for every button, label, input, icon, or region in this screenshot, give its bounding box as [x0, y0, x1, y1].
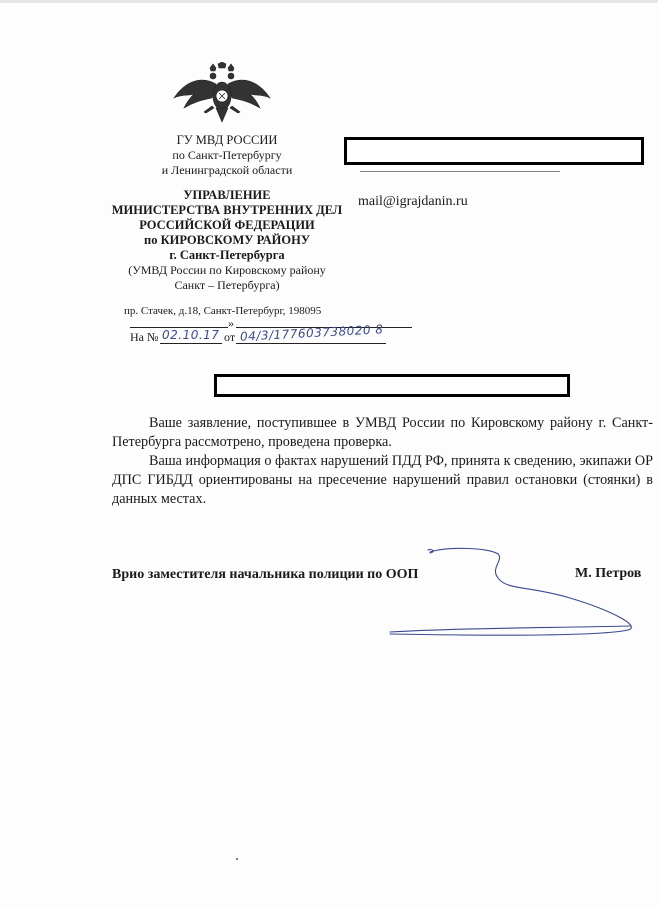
quote-mark: » [228, 316, 234, 330]
recipient-email: mail@igrajdanin.ru [358, 194, 468, 209]
handwritten-signature [380, 540, 640, 650]
reply-number-underline [160, 343, 222, 344]
dept-line-1: УПРАВЛЕНИЕ [183, 188, 271, 202]
redacted-salutation [214, 374, 570, 397]
letterhead [96, 133, 358, 293]
agency-line-2: по Санкт-Петербургу [172, 148, 282, 162]
agency-line-1: ГУ МВД РОССИИ [176, 133, 278, 147]
body-paragraph-2: Ваша информация о фактах нарушений ПДД РФ, принята к сведению, экипажи ОР ДПС ГИБДД ориентированы на пресечение нарушений правил остановки (стоянки) в данных местах. [112, 453, 654, 507]
office-address: пр. Стачек, д.18, Санкт-Петербург, 198095 [124, 305, 322, 317]
dept-line-4: по КИРОВСКОМУ РАЙОНУ [144, 233, 310, 247]
scan-edge [0, 0, 658, 3]
signatory-title: Врио заместителя начальника полиции по ООП [112, 567, 419, 582]
redacted-recipient-name [344, 137, 644, 165]
dept-line-2: МИНИСТЕРСТВА ВНУТРЕННИХ ДЕЛ [111, 203, 343, 217]
agency-line-3: и Ленинградской области [161, 163, 293, 177]
scan-speck [236, 858, 238, 860]
reply-to-label: На № [130, 330, 159, 344]
short-name-line-1: (УМВД России по Кировскому району [128, 263, 326, 277]
reply-date-underline [236, 343, 386, 344]
recipient-underline [360, 171, 560, 172]
eagle-emblem-icon [172, 62, 272, 128]
body-paragraph-1: Ваше заявление, поступившее в УМВД России по Кировскому району г. Санкт-Петербурга рассмотрено, проведена проверка. [112, 415, 653, 450]
signatory-name: М. Петров [575, 566, 642, 581]
handwritten-number: 02.10.17 [162, 328, 220, 342]
registration-line [128, 318, 414, 348]
short-name-line-2: Санкт – Петербурга) [174, 278, 280, 292]
letter-body [112, 414, 653, 509]
from-label: от [224, 330, 236, 344]
dept-line-3: РОССИЙСКОЙ ФЕДЕРАЦИИ [139, 218, 315, 232]
dept-line-5: г. Санкт-Петербурга [169, 248, 285, 262]
handwritten-date: 04/3/177603738020 8 [239, 322, 384, 344]
